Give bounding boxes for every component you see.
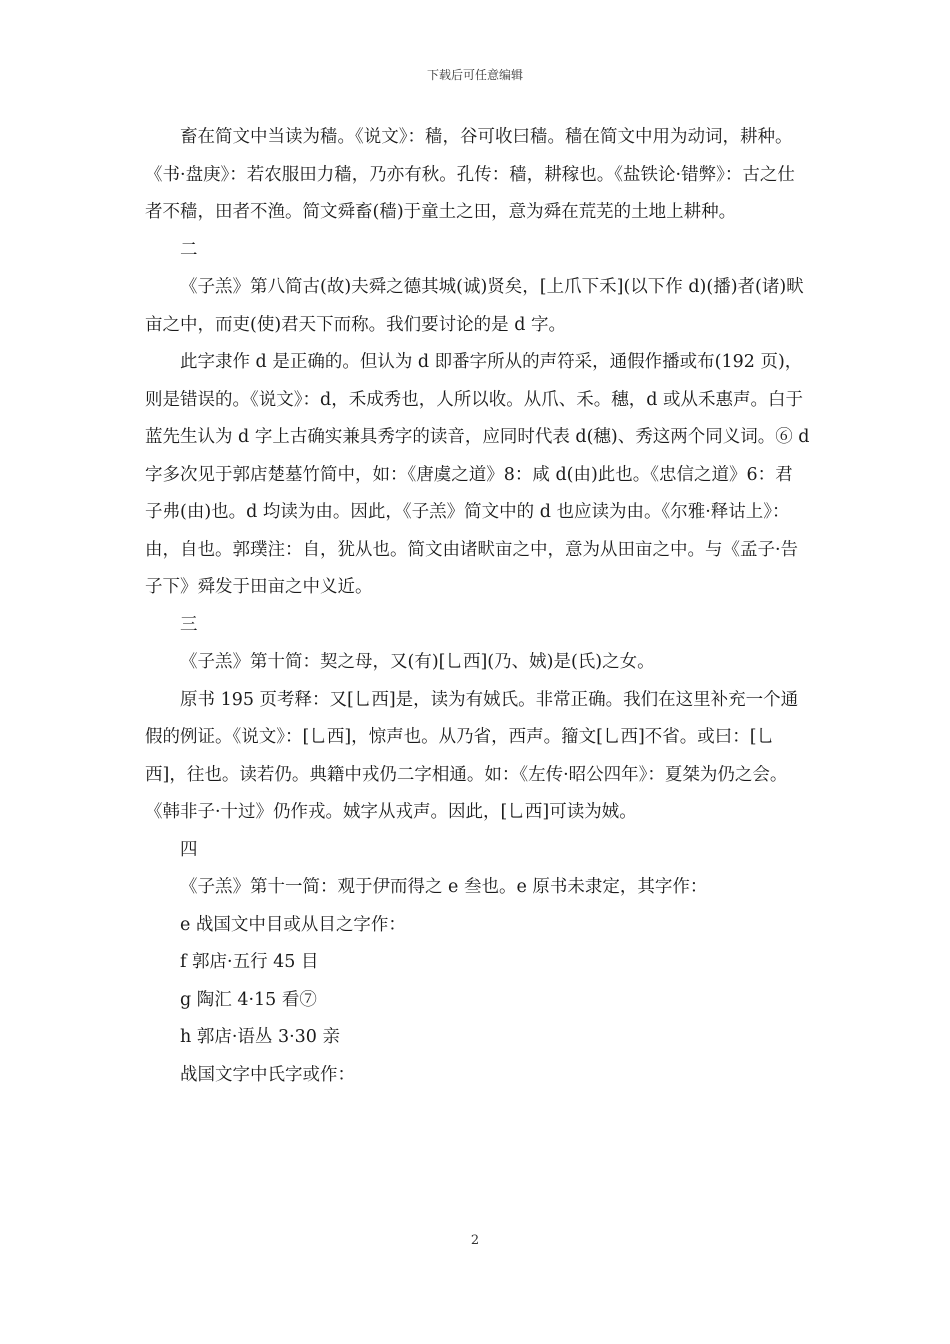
list-item: g 陶汇 4·15 看⑦	[180, 989, 317, 1010]
section-heading: 二	[180, 239, 198, 260]
paragraph: e 战国文中目或从目之字作：	[180, 914, 406, 935]
list-item: f 郭店·五行 45 目	[180, 952, 319, 972]
paragraph: 此字隶作 d 是正确的。但认为 d 即番字所从的声符采，通假作播或布(192 页)，则是错误的。《说文》：d，禾成秀也，人所以收。从爪、禾。穗，d 或从禾惠声。白于蓝先生认为 d 字上古确实兼具秀字的读音，应同时代表 d(穗)、秀这两个同义词。⑥ d 字多次见于郭店楚墓竹简中，如：《唐虞之道》8：咸 d(由)此也。《忠信之道》6：君子弗(由)也。d 均读为由。因此，《子羔》简文中的 d 也应读为由。《尔雅·释诂上》：由，自也。郭璞注：自，犹从也。简文由诸畎亩之中，意为从田亩之中。与《孟子·告子下》舜发于田亩之中义近。	[145, 352, 810, 597]
page-header: 下载后可任意编辑	[426, 68, 523, 82]
paragraph: 战国文字中氏字或作：	[180, 1064, 355, 1085]
paragraph: 《子羔》第十简：契之母，又(有)[乚西](乃、娀)是(氏)之女。	[180, 652, 655, 672]
section-heading: 三	[180, 614, 198, 635]
paragraph: 畜在简文中当读为穑。《说文》：穑，谷可收曰穑。穑在简文中用为动词，耕种。《书·盘庚》：若农服田力穑，乃亦有秋。孔传：穑，耕稼也。《盐铁论·错弊》：古之仕者不穑，田者不渔。简文舜畜(穑)于童土之田，意为舜在荒芜的土地上耕种。	[145, 127, 795, 222]
section-heading: 四	[180, 839, 198, 860]
paragraph: 原书 195 页考释：又[乚西]是，读为有娀氏。非常正确。我们在这里补充一个通假的例证。《说文》：[乚西]，惊声也。从乃省，西声。籀文[乚西]不省。或曰：[乚西]，往也。读若仍。典籍中戎仍二字相通。如：《左传·昭公四年》：夏桀为仍之会。《韩非子·十过》仍作戎。娀字从戎声。因此，[乚西]可读为娀。	[145, 689, 799, 822]
list-item: h 郭店·语丛 3·30 亲	[180, 1027, 340, 1047]
paragraph: 《子羔》第十一简：观于伊而得之 e 叁也。e 原书未隶定，其字作：	[180, 877, 708, 897]
document-body	[145, 119, 810, 1094]
paragraph: 《子羔》第八简古(故)夫舜之德其城(诚)贤矣，[上爪下禾](以下作 d)(播)者(诸)畎亩之中，而吏(使)君天下而称。我们要讨论的是 d 字。	[145, 277, 804, 335]
page-number: 2	[470, 1233, 480, 1248]
